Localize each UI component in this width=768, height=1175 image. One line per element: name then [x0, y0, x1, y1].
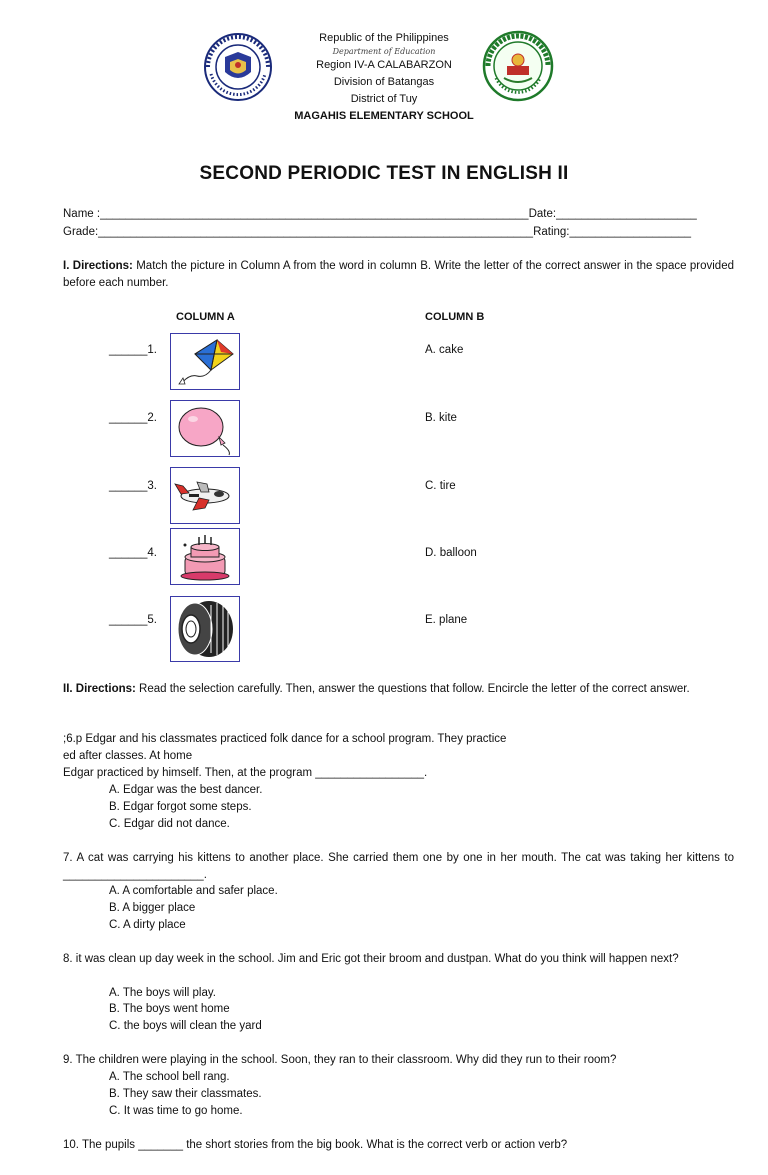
school-header	[0, 30, 768, 125]
question-6-line2: ed after classes. At home	[63, 750, 193, 762]
question-9: 9. The children were playing in the school. Soon, they ran to their classroom. Why did they run to their room?	[63, 1054, 617, 1066]
header-department: Department of Education	[332, 47, 436, 56]
question-7: 7. A cat was carrying his kittens to another place. She carried them one by one in her mouth. The cat was taking her kittens to ______________________.	[63, 852, 734, 881]
test-title: SECOND PERIODIC TEST IN ENGLISH II	[199, 163, 569, 184]
header-division: Division of Batangas	[333, 76, 435, 88]
question-6-line3: Edgar practiced by himself. Then, at the program _________________.	[63, 767, 428, 779]
q6-option-b[interactable]: B. Edgar forgot some steps.	[109, 801, 252, 813]
choice-c: C. tire	[425, 480, 456, 492]
header-region: Region IV-A CALABARZON	[316, 59, 452, 71]
part2-directions	[63, 681, 734, 698]
column-a-heading: COLUMN A	[176, 311, 235, 323]
part1-text: Match the picture in Column A from the word in column B. Write the letter of the correct answer in the space provided before each number.	[63, 260, 734, 289]
plane-picture	[170, 467, 240, 524]
q7-option-a[interactable]: A. A comfortable and safer place.	[109, 885, 278, 897]
part1-label: I. Directions:	[63, 260, 133, 272]
header-school-name: MAGAHIS ELEMENTARY SCHOOL	[294, 110, 474, 122]
choice-d: D. balloon	[425, 547, 477, 559]
question-8: 8. it was clean up day week in the school. Jim and Eric got their broom and dustpan. What do you think will happen next?	[63, 953, 679, 965]
tire-picture	[170, 596, 240, 662]
q9-option-c[interactable]: C. It was time to go home.	[109, 1105, 243, 1117]
name-date-line[interactable]: Name :___________________________________________________________________Date:______________________	[63, 208, 697, 220]
choice-a: A. cake	[425, 344, 464, 356]
kite-picture	[170, 333, 240, 390]
header-republic: Republic of the Philippines	[319, 32, 449, 44]
part2-label: II. Directions:	[63, 683, 136, 695]
question-10: 10. The pupils _______ the short stories from the big book. What is the correct verb or action verb?	[63, 1139, 568, 1151]
question-6	[63, 731, 734, 782]
q9-option-b[interactable]: B. They saw their classmates.	[109, 1088, 262, 1100]
cake-picture	[170, 528, 240, 585]
grade-rating-line[interactable]: Grade:____________________________________________________________________Rating:___________________	[63, 226, 692, 238]
balloon-picture	[170, 400, 240, 457]
q7-option-c[interactable]: C. A dirty place	[109, 919, 186, 931]
answer-blank-4[interactable]: ______4.	[109, 547, 157, 559]
part1-directions	[63, 258, 734, 292]
choice-e: E. plane	[425, 614, 468, 626]
answer-blank-2[interactable]: ______2.	[109, 412, 157, 424]
q9-option-a[interactable]: A. The school bell rang.	[109, 1071, 230, 1083]
q8-option-c[interactable]: C. the boys will clean the yard	[109, 1020, 262, 1032]
q8-option-a[interactable]: A. The boys will play.	[109, 987, 216, 999]
question-6-line1: ;6.p Edgar and his classmates practiced folk dance for a school program. They practice	[63, 733, 507, 745]
q8-option-b[interactable]: B. The boys went home	[109, 1003, 230, 1015]
column-b-heading: COLUMN B	[425, 311, 485, 323]
header-district: District of Tuy	[350, 93, 418, 105]
answer-blank-3[interactable]: ______3.	[109, 480, 157, 492]
q6-option-a[interactable]: A. Edgar was the best dancer.	[109, 784, 263, 796]
answer-blank-5[interactable]: ______5.	[109, 614, 157, 626]
answer-blank-1[interactable]: ______1.	[109, 344, 157, 356]
q7-option-b[interactable]: B. A bigger place	[109, 902, 196, 914]
q6-option-c[interactable]: C. Edgar did not dance.	[109, 818, 230, 830]
choice-b: B. kite	[425, 412, 457, 424]
part2-text: Read the selection carefully. Then, answer the questions that follow. Encircle the letter of the correct answer.	[135, 683, 690, 695]
